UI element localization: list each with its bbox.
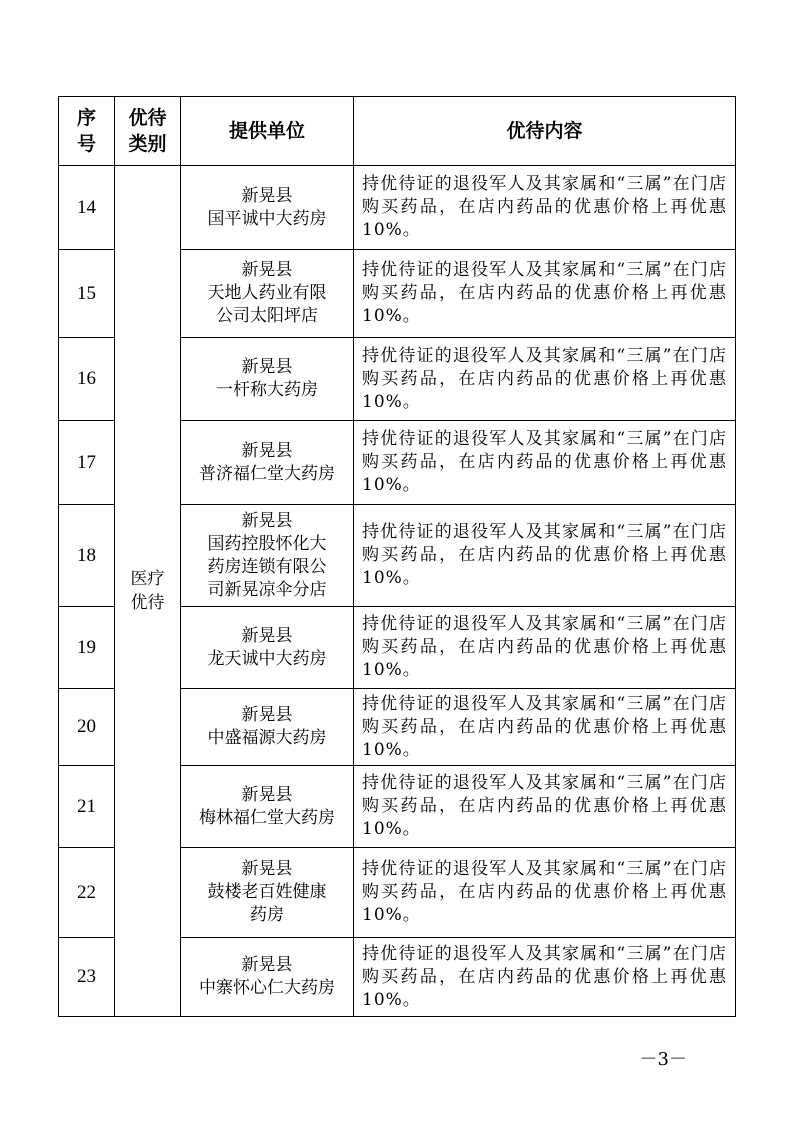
content-cell: 持优待证的退役军人及其家属和“三属”在门店购买药品，在店内药品的优惠价格上再优惠 10%。	[354, 938, 736, 1017]
provider-line: 新晃县	[241, 260, 293, 280]
provider-line: 国平诚中大药房	[207, 208, 327, 229]
provider-line: 药房	[250, 905, 284, 925]
content-cell: 持优待证的退役军人及其家属和“三属”在门店购买药品，在店内药品的优惠价格上再优惠 10%。	[354, 505, 736, 607]
provider-line: 龙天诚中大药房	[207, 648, 327, 669]
row-number: 19	[59, 607, 115, 689]
content-cell: 持优待证的退役军人及其家属和“三属”在门店购买药品，在店内药品的优惠价格上再优惠 10%。	[354, 250, 736, 338]
provider-line: 鼓楼老百姓健康	[207, 882, 327, 902]
provider-cell	[181, 766, 354, 848]
provider-cell	[181, 607, 354, 689]
row-number: 17	[59, 421, 115, 505]
provider-line: 新晃县	[241, 625, 293, 646]
provider-line: 公司太阳坪店	[216, 306, 318, 326]
row-number: 23	[59, 938, 115, 1017]
header-content: 优待内容	[354, 97, 736, 166]
benefits-table	[58, 96, 736, 1017]
category-cell	[115, 166, 181, 1017]
provider-line: 梅林福仁堂大药房	[199, 807, 335, 828]
content-cell: 持优待证的退役军人及其家属和“三属”在门店购买药品，在店内药品的优惠价格上再优惠 10%。	[354, 338, 736, 421]
provider-line: 新晃县	[241, 510, 293, 531]
category-label-line: 优待	[130, 593, 165, 613]
row-number: 15	[59, 250, 115, 338]
provider-cell	[181, 250, 354, 338]
provider-line: 国药控股怀化大	[207, 533, 327, 554]
table-header-row	[59, 97, 736, 166]
content-cell: 持优待证的退役军人及其家属和“三属”在门店购买药品，在店内药品的优惠价格上再优惠 10%。	[354, 421, 736, 505]
provider-line: 新晃县	[241, 440, 293, 461]
provider-line: 普济福仁堂大药房	[199, 463, 335, 484]
provider-cell	[181, 166, 354, 250]
content-cell: 持优待证的退役军人及其家属和“三属”在门店购买药品，在店内药品的优惠价格上再优惠 10%。	[354, 166, 736, 250]
row-number: 21	[59, 766, 115, 848]
provider-line: 司新晃凉伞分店	[207, 579, 327, 600]
row-number: 14	[59, 166, 115, 250]
provider-cell	[181, 421, 354, 505]
content-cell: 持优待证的退役军人及其家属和“三属”在门店购买药品，在店内药品的优惠价格上再优惠 10%。	[354, 607, 736, 689]
provider-line: 新晃县	[241, 357, 293, 377]
provider-line: 中盛福源大药房	[207, 728, 327, 748]
provider-line: 新晃县	[241, 784, 293, 805]
provider-line: 药房连锁有限公	[207, 556, 327, 577]
row-number: 20	[59, 689, 115, 766]
header-category: 优待 类别	[115, 97, 181, 166]
provider-cell	[181, 505, 354, 607]
header-seq: 序 号	[59, 97, 115, 166]
provider-line: 天地人药业有限	[207, 283, 327, 303]
content-cell: 持优待证的退役军人及其家属和“三属”在门店购买药品，在店内药品的优惠价格上再优惠 10%。	[354, 848, 736, 938]
provider-cell	[181, 338, 354, 421]
provider-line: 新晃县	[241, 705, 293, 725]
provider-line: 新晃县	[241, 859, 293, 879]
provider-line: 一杆称大药房	[216, 380, 318, 400]
content-cell: 持优待证的退役军人及其家属和“三属”在门店购买药品，在店内药品的优惠价格上再优惠 10%。	[354, 689, 736, 766]
row-number: 22	[59, 848, 115, 938]
provider-line: 中寨怀心仁大药房	[199, 978, 335, 998]
provider-cell	[181, 938, 354, 1017]
category-label-line: 医疗	[130, 569, 165, 589]
content-cell: 持优待证的退役军人及其家属和“三属”在门店购买药品，在店内药品的优惠价格上再优惠 10%。	[354, 766, 736, 848]
row-number: 18	[59, 505, 115, 607]
provider-line: 新晃县	[241, 955, 293, 975]
provider-cell	[181, 689, 354, 766]
provider-line: 新晃县	[241, 185, 293, 206]
table-row	[59, 166, 736, 250]
header-provider: 提供单位	[181, 97, 354, 166]
row-number: 16	[59, 338, 115, 421]
page-number: －3－	[639, 1049, 687, 1070]
provider-cell	[181, 848, 354, 938]
